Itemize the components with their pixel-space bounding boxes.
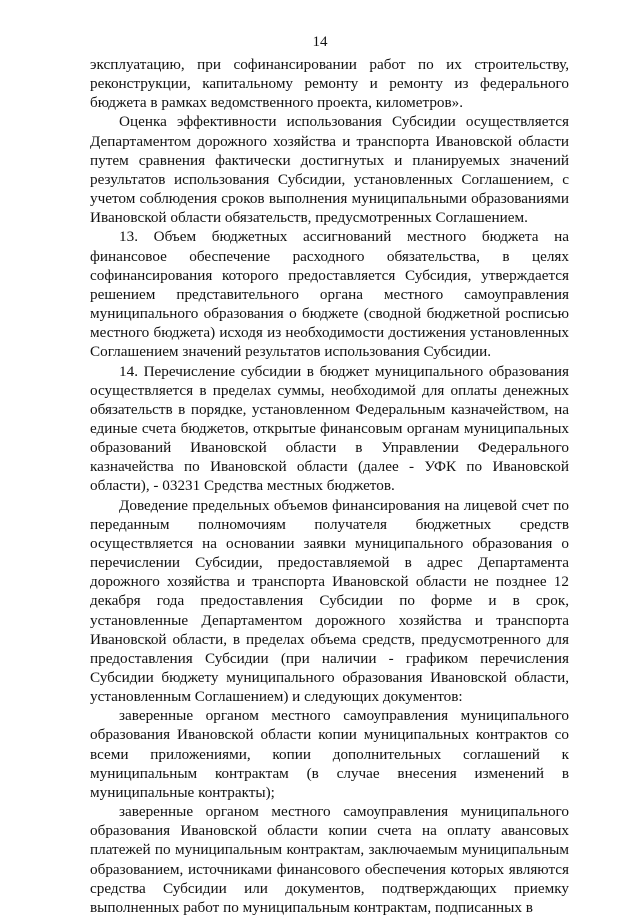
paragraph-invoice-copies: заверенные органом местного самоуправления муниципального образования Ивановской области копии счета на оплату авансовых платежей по муниципальным контрактам, заключаемым муниципальным образованием, источниками финансового обеспечения которых являются средства Субсидии или документов, подтверждающих приемку выполненных работ по муниципальным контрактам, подписанных в	[90, 803, 569, 916]
paragraph-continuation: эксплуатацию, при софинансировании работ по их строительству, реконструкции, капитальному ремонту и ремонту из федерального бюджета в рамках ведомственного проекта, километров».	[90, 56, 569, 112]
paragraph-contract-copies: заверенные органом местного самоуправления муниципального образования Ивановской области копии муниципальных контрактов со всеми приложениями, копии дополнительных соглашений к муниципальным контрактам (в случае внесения изменений в муниципальные контракты);	[90, 707, 569, 801]
paragraph-item-14: 14. Перечисление субсидии в бюджет муниципального образования осуществляется в пределах суммы, необходимой для оплаты денежных обязательств в порядке, установленном Федеральным казначейством, на единые счета бюджетов, открытые финансовым органам муниципальных образований Ивановской области в Управлении Федерального казначейства по Ивановской области (далее - УФК по Ивановской области), - 03231 Средства местных бюджетов.	[90, 362, 569, 495]
paragraph-item-13: 13. Объем бюджетных ассигнований местного бюджета на финансовое обеспечение расходного обязательства, в целях софинансирования которого предоставляется Субсидия, утверждается решением представительного органа местного самоуправления муниципального образования о бюджете (сводной бюджетной росписью местного бюджета) исходя из необходимости достижения установленных Соглашением значений результатов использования Субсидии.	[90, 228, 569, 361]
paragraph-funding-limits: Доведение предельных объемов финансирования на лицевой счет по переданным полномочиям получателя бюджетных средств осуществляется на основании заявки муниципального образования о перечислении Субсидии, предоставляемой в адрес Департамента дорожного хозяйства и транспорта Ивановской области не позднее 12 декабря года предоставления Субсидии по форме и в срок, установленные Департаментом дорожного хозяйства и транспорта Ивановской области, в пределах объема средств, предусмотренного для предоставления Субсидии (при наличии - графиком перечисления Субсидии бюджету муниципального образования Ивановской области, установленным Соглашением) и следующих документов:	[90, 496, 569, 706]
page-number: 14	[312, 34, 328, 50]
paragraph-evaluation: Оценка эффективности использования Субсидии осуществляется Департаментом дорожного хозяйства и транспорта Ивановской области путем сравнения фактически достигнутых и планируемых значений результатов использования Субсидии, установленных Соглашением, с учетом соблюдения сроков выполнения муниципальными образованиями Ивановской области обязательств, предусмотренных Соглашением.	[90, 113, 569, 227]
document-body	[90, 55, 569, 917]
